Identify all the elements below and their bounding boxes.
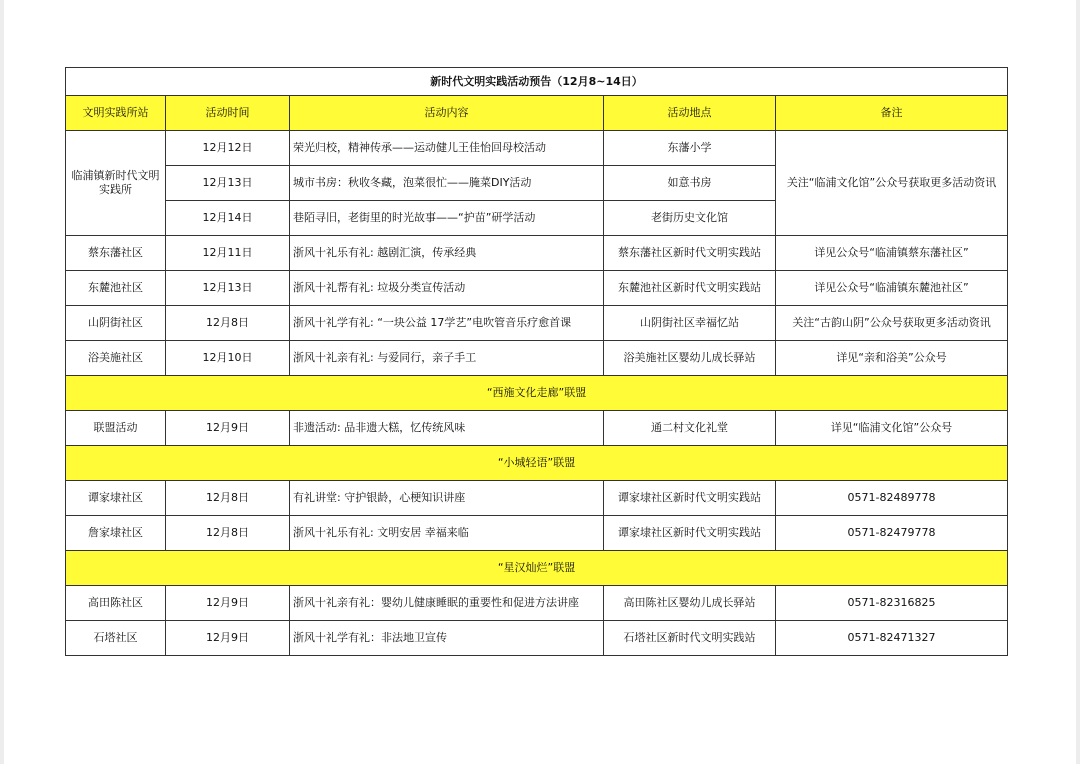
content-cell: 浙风十礼乐有礼: 越剧汇演，传承经典: [290, 236, 604, 271]
date-cell: 12月11日: [166, 236, 290, 271]
header-row: [66, 96, 1008, 131]
station-cell: 浴美施社区: [66, 341, 166, 376]
content-cell: 浙风十礼学有礼：非法地卫宣传: [290, 621, 604, 656]
alliance-header-row: [66, 376, 1008, 411]
header-note: 备注: [776, 96, 1008, 131]
note-cell: 关注“古韵山阴”公众号获取更多活动资讯: [776, 306, 1008, 341]
place-cell: 谭家埭社区新时代文明实践站: [604, 516, 776, 551]
station-cell: 高田陈社区: [66, 586, 166, 621]
table-title: 新时代文明实践活动预告（12月8~14日）: [66, 68, 1008, 96]
document-page: [4, 0, 1076, 764]
table-row: [66, 621, 1008, 656]
place-cell: 东麓池社区新时代文明实践站: [604, 271, 776, 306]
station-cell: 山阴街社区: [66, 306, 166, 341]
table-row: [66, 481, 1008, 516]
date-cell: 12月9日: [166, 586, 290, 621]
date-cell: 12月13日: [166, 271, 290, 306]
alliance-title: “小城轻语”联盟: [66, 446, 1008, 481]
station-cell: 蔡东藩社区: [66, 236, 166, 271]
title-row: [66, 68, 1008, 96]
place-cell: 通二村文化礼堂: [604, 411, 776, 446]
activity-schedule-table: [65, 67, 1008, 656]
station-cell: 临浦镇新时代文明实践所: [66, 131, 166, 236]
note-cell: 0571-82316825: [776, 586, 1008, 621]
place-cell: 东藩小学: [604, 131, 776, 166]
content-cell: 浙风十礼帮有礼: 垃圾分类宣传活动: [290, 271, 604, 306]
note-cell: 0571-82471327: [776, 621, 1008, 656]
note-cell: 详见公众号“临浦镇东麓池社区”: [776, 271, 1008, 306]
date-cell: 12月12日: [166, 131, 290, 166]
note-cell: 详见“亲和浴美”公众号: [776, 341, 1008, 376]
place-cell: 浴美施社区婴幼儿成长驿站: [604, 341, 776, 376]
table-row: [66, 411, 1008, 446]
station-cell: 石塔社区: [66, 621, 166, 656]
table-row: [66, 271, 1008, 306]
date-cell: 12月8日: [166, 481, 290, 516]
note-cell: 详见“临浦文化馆”公众号: [776, 411, 1008, 446]
place-cell: 蔡东藩社区新时代文明实践站: [604, 236, 776, 271]
place-cell: 石塔社区新时代文明实践站: [604, 621, 776, 656]
note-cell: 详见公众号“临浦镇蔡东藩社区”: [776, 236, 1008, 271]
date-cell: 12月9日: [166, 621, 290, 656]
content-cell: 荣光归校，精神传承——运动健儿王佳怡回母校活动: [290, 131, 604, 166]
note-cell: 0571-82489778: [776, 481, 1008, 516]
alliance-title: “星汉灿烂”联盟: [66, 551, 1008, 586]
table-row: [66, 236, 1008, 271]
place-cell: 老街历史文化馆: [604, 201, 776, 236]
station-cell: 联盟活动: [66, 411, 166, 446]
alliance-header-row: [66, 446, 1008, 481]
note-cell: 关注“临浦文化馆”公众号获取更多活动资讯: [776, 131, 1008, 236]
table-row: [66, 516, 1008, 551]
table-row: [66, 306, 1008, 341]
place-cell: 高田陈社区婴幼儿成长驿站: [604, 586, 776, 621]
station-cell: 谭家埭社区: [66, 481, 166, 516]
content-cell: 巷陌寻旧，老街里的时光故事——“护苗”研学活动: [290, 201, 604, 236]
content-cell: 城市书房：秋收冬藏，泡菜很忙——腌菜DIY活动: [290, 166, 604, 201]
header-time: 活动时间: [166, 96, 290, 131]
content-cell: 有礼讲堂: 守护银龄，心梗知识讲座: [290, 481, 604, 516]
date-cell: 12月9日: [166, 411, 290, 446]
table-row: [66, 131, 1008, 166]
content-cell: 浙风十礼乐有礼: 文明安居 幸福来临: [290, 516, 604, 551]
place-cell: 山阴街社区幸福忆站: [604, 306, 776, 341]
table-row: [66, 341, 1008, 376]
alliance-title: “西施文化走廊”联盟: [66, 376, 1008, 411]
station-cell: 詹家埭社区: [66, 516, 166, 551]
header-place: 活动地点: [604, 96, 776, 131]
date-cell: 12月13日: [166, 166, 290, 201]
content-cell: 非遗活动: 品非遗大糕，忆传统风味: [290, 411, 604, 446]
date-cell: 12月8日: [166, 516, 290, 551]
alliance-header-row: [66, 551, 1008, 586]
place-cell: 如意书房: [604, 166, 776, 201]
content-cell: 浙风十礼亲有礼：婴幼儿健康睡眠的重要性和促进方法讲座: [290, 586, 604, 621]
station-cell: 东麓池社区: [66, 271, 166, 306]
table-row: [66, 586, 1008, 621]
header-content: 活动内容: [290, 96, 604, 131]
header-station: 文明实践所站: [66, 96, 166, 131]
note-cell: 0571-82479778: [776, 516, 1008, 551]
content-cell: 浙风十礼学有礼: “一块公益 17学艺”电吹管音乐疗愈首课: [290, 306, 604, 341]
date-cell: 12月8日: [166, 306, 290, 341]
date-cell: 12月14日: [166, 201, 290, 236]
date-cell: 12月10日: [166, 341, 290, 376]
place-cell: 谭家埭社区新时代文明实践站: [604, 481, 776, 516]
content-cell: 浙风十礼亲有礼: 与爱同行，亲子手工: [290, 341, 604, 376]
